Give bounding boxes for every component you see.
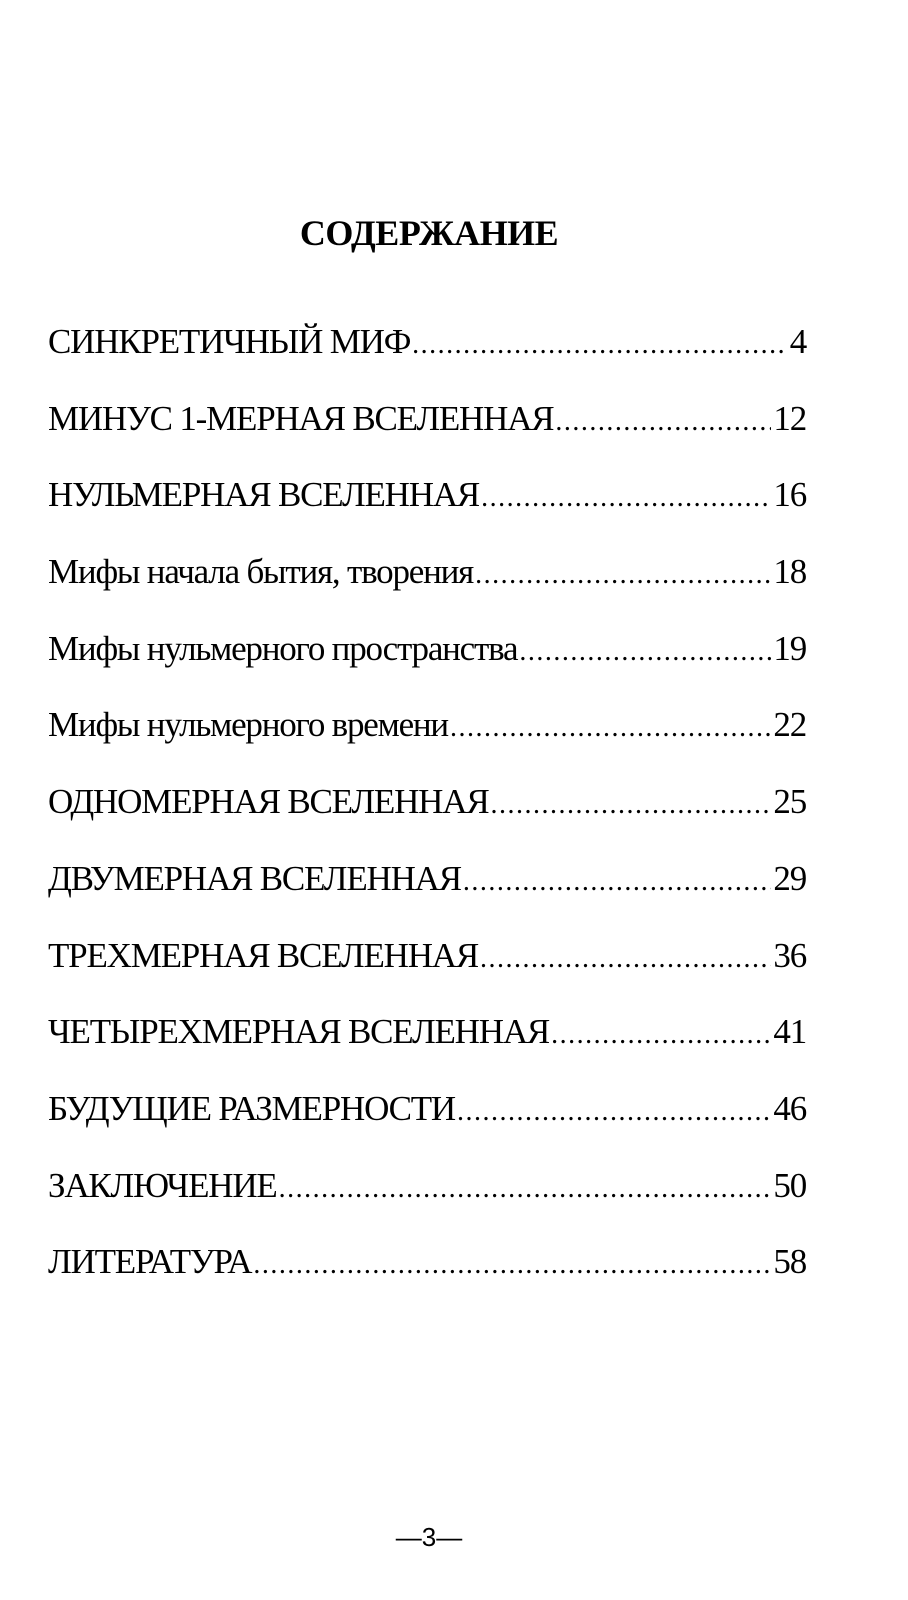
toc-entry[interactable]	[48, 399, 806, 476]
toc-entry[interactable]	[48, 1089, 806, 1166]
dot-leader	[480, 943, 771, 975]
toc-entry-page: 46	[773, 1088, 806, 1128]
toc-entry[interactable]	[48, 936, 806, 1013]
dot-leader	[490, 789, 771, 821]
dot-leader	[555, 406, 771, 438]
toc-entry[interactable]	[48, 552, 806, 629]
toc-entry-label: Мифы нульмерного пространства	[48, 628, 518, 668]
toc-entry[interactable]	[48, 475, 806, 552]
toc-entry-label: НУЛЬМЕРНАЯ ВСЕЛЕННАЯ	[48, 475, 480, 515]
toc-entry-page: 18	[773, 552, 806, 592]
toc-entry-page: 50	[773, 1165, 806, 1205]
dot-leader	[463, 866, 772, 898]
dot-leader	[551, 1019, 771, 1051]
toc-entry[interactable]	[48, 782, 806, 859]
toc-entry-label: СИНКРЕТИЧНЫЙ МИФ	[48, 322, 411, 361]
toc-entry-page: 4	[789, 322, 806, 361]
toc-entry[interactable]	[48, 629, 806, 706]
toc-entry-page: 25	[773, 782, 806, 822]
toc-entry[interactable]	[48, 1012, 806, 1089]
page-number: —3—	[395, 1522, 463, 1552]
toc-entry-label: ОДНОМЕРНАЯ ВСЕЛЕННАЯ	[48, 782, 489, 822]
toc-entry-label: ДВУМЕРНАЯ ВСЕЛЕННАЯ	[48, 858, 461, 898]
toc-entry-page: 58	[773, 1242, 806, 1282]
dot-leader	[450, 712, 771, 744]
toc-entry[interactable]	[48, 1166, 806, 1243]
toc-entry-page: 19	[773, 628, 806, 668]
toc-entry-page: 29	[773, 858, 806, 898]
dot-leader	[475, 559, 771, 591]
dot-leader	[412, 329, 788, 361]
toc-entry-page: 36	[773, 935, 806, 975]
toc-entry[interactable]	[48, 705, 806, 782]
toc-entry-label: ЛИТЕРАТУРА	[48, 1242, 252, 1282]
dot-leader	[519, 636, 771, 668]
dot-leader	[279, 1173, 772, 1205]
toc-entry-label: Мифы начала бытия, творения	[48, 552, 474, 592]
toc-entry-label: ЧЕТЫРЕХМЕРНАЯ ВСЕЛЕННАЯ	[48, 1012, 550, 1052]
toc-entry-label: ЗАКЛЮЧЕНИЕ	[48, 1165, 277, 1205]
toc-entry[interactable]	[48, 1242, 806, 1319]
toc-entry-label: БУДУЩИЕ РАЗМЕРНОСТИ	[48, 1088, 455, 1128]
toc-entry[interactable]	[48, 859, 806, 936]
toc-entry[interactable]	[48, 322, 806, 399]
dot-leader	[481, 482, 771, 514]
toc-entry-label: ТРЕХМЕРНАЯ ВСЕЛЕННАЯ	[48, 935, 479, 975]
dot-leader	[457, 1096, 771, 1128]
toc-entry-label: Мифы нульмерного времени	[48, 705, 448, 745]
toc-entry-page: 22	[773, 705, 806, 745]
toc-entry-page: 41	[773, 1012, 806, 1052]
toc-entry-page: 16	[773, 475, 806, 515]
table-of-contents	[48, 322, 806, 1319]
page-title: СОДЕРЖАНИЕ	[299, 213, 559, 253]
toc-entry-page: 12	[773, 398, 806, 438]
dot-leader	[253, 1249, 771, 1281]
toc-entry-label: МИНУС 1-МЕРНАЯ ВСЕЛЕННАЯ	[48, 398, 554, 438]
